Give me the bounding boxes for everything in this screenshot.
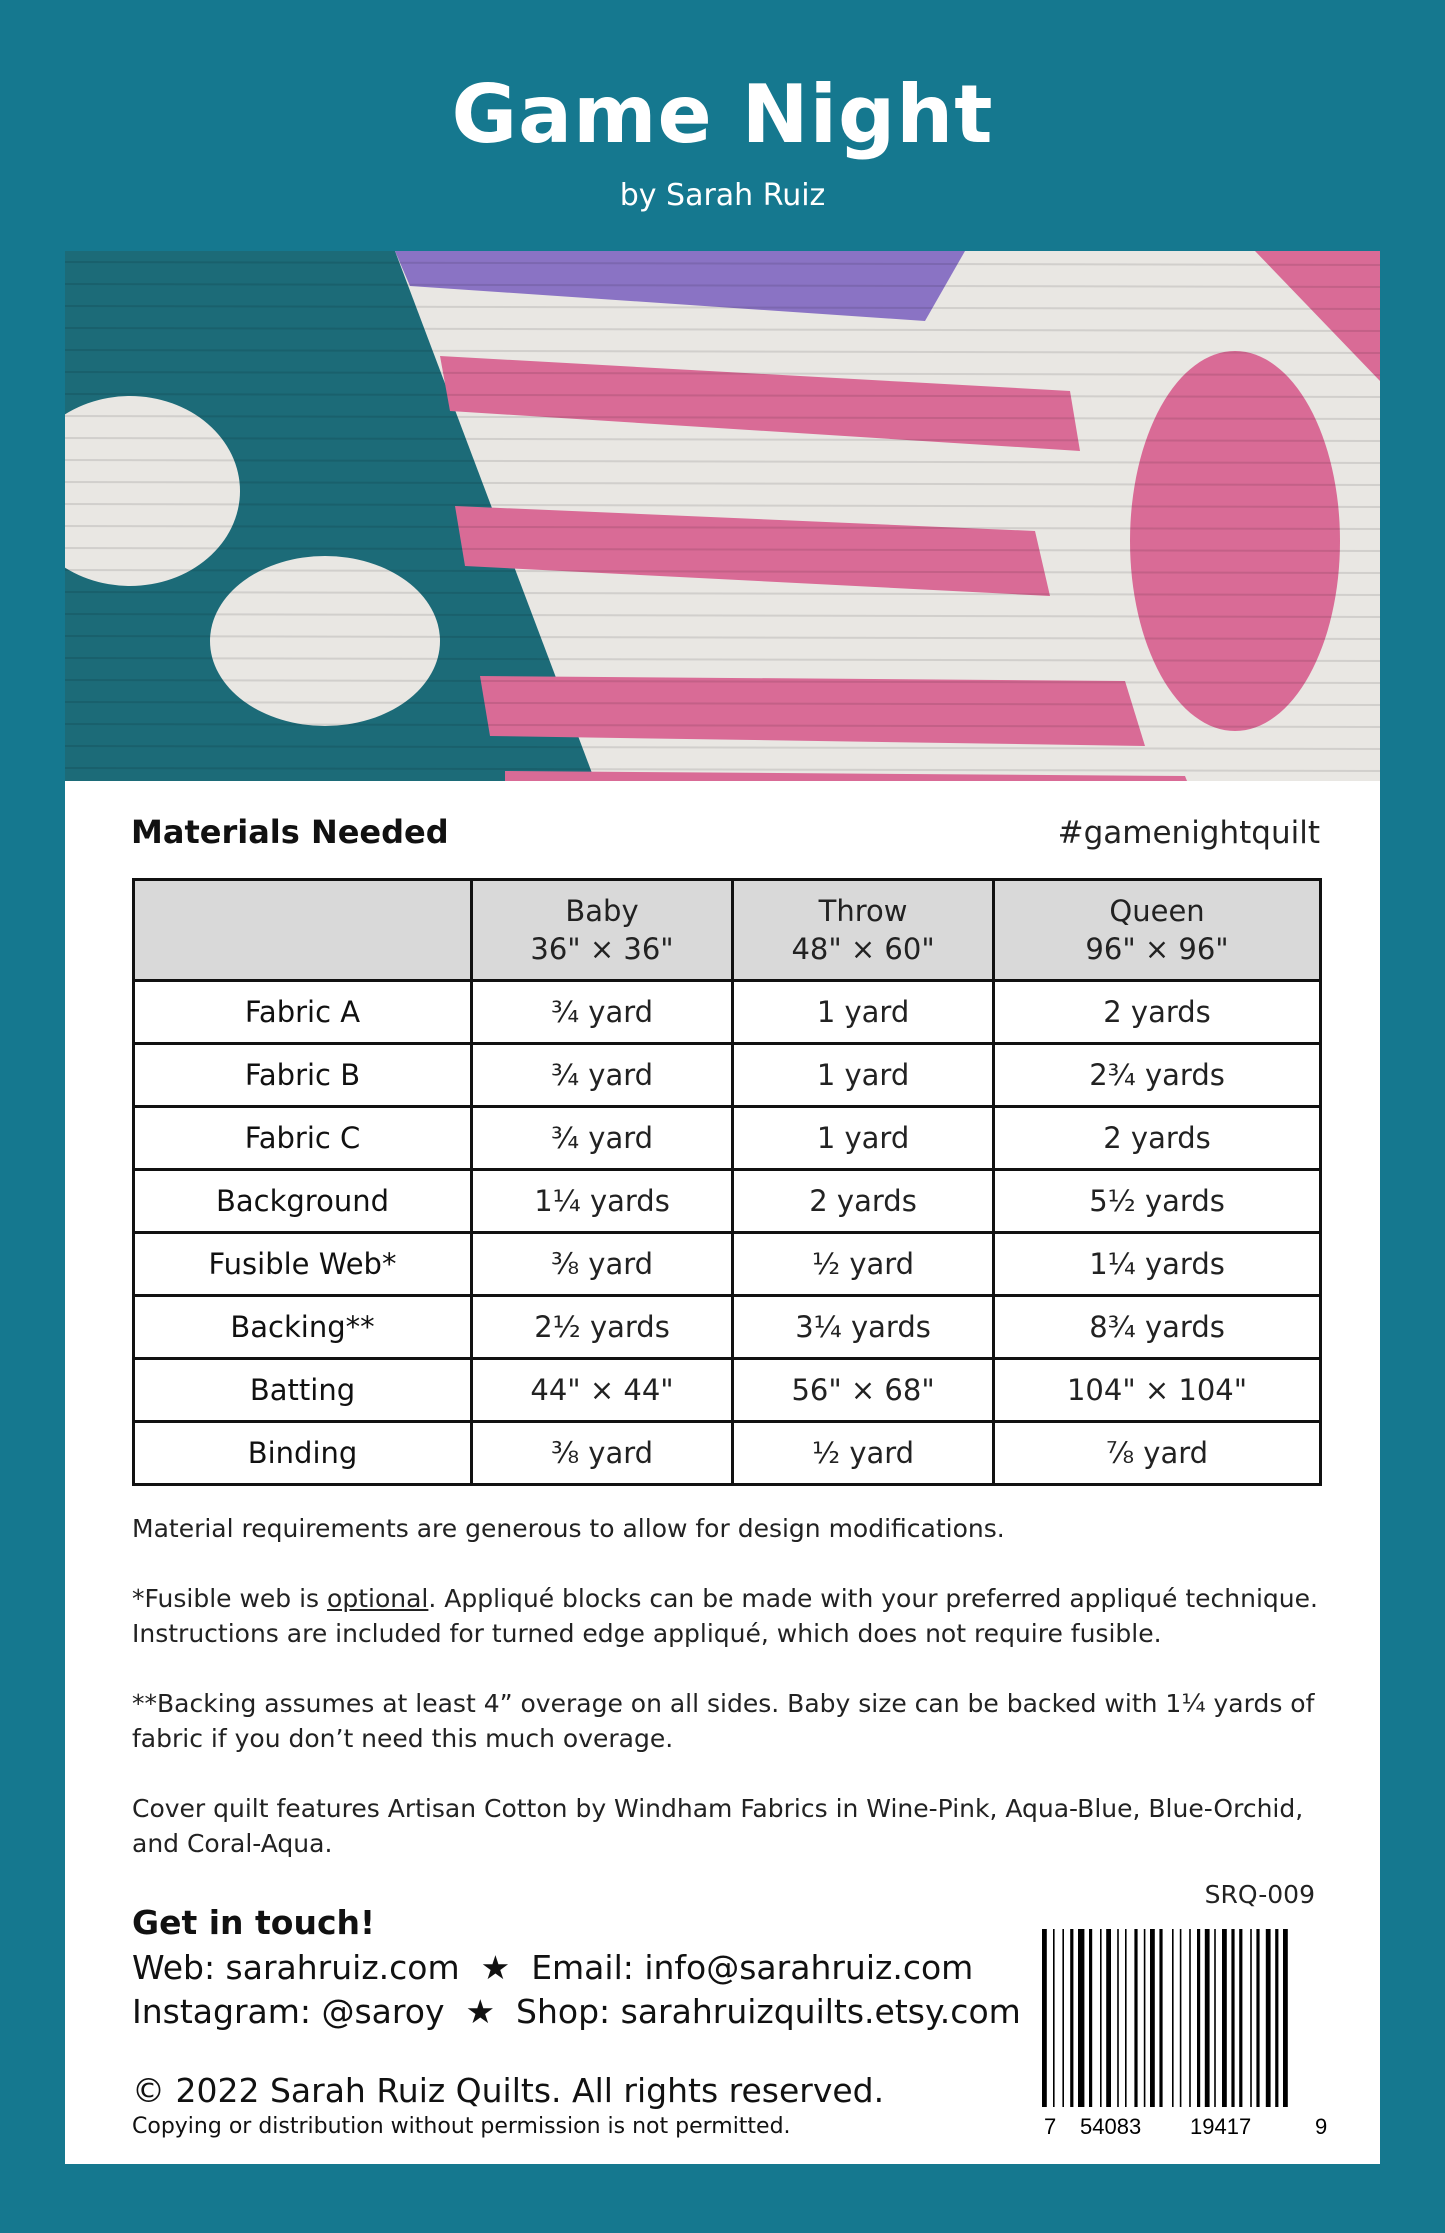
barcode-bar [1172,1929,1174,2121]
table-corner-cell [134,880,472,981]
note-generous: Material requirements are generous to allow for design modifications. [132,1514,1005,1543]
table-cell: 2¾ yards [994,1044,1321,1107]
star-icon: ★ [480,1948,511,1987]
barcode-digit: 54083 [1080,2114,1142,2139]
table-row [134,1422,1321,1485]
barcode-bar [1089,1929,1092,2121]
row-label: Background [134,1170,472,1233]
barcode-bar [1222,1929,1227,2121]
quilt-photo [65,251,1380,781]
column-header: Queen 96" × 96" [994,880,1321,981]
barcode-bar [1125,1929,1127,2121]
barcode-bar [1197,1929,1200,2121]
materials-table [132,878,1322,1486]
table-cell: ¾ yard [472,981,733,1044]
barcode-bar [1275,1929,1278,2121]
note-backing: **Backing assumes at least 4” overage on all sides. Baby size can be backed with 1¼ yards of fabric if you don’t need this much overage. [132,1689,1315,1753]
contact-line [132,1990,1021,2034]
table-cell: 2 yards [733,1170,994,1233]
column-header: Throw 48" × 60" [733,880,994,981]
table-cell: 56" × 68" [733,1359,994,1422]
barcode-bar [1283,1929,1288,2121]
row-label: Fabric A [134,981,472,1044]
table-cell: 1 yard [733,1107,994,1170]
barcode-bar [1134,1929,1137,2121]
star-icon: ★ [465,1992,496,2031]
note-fusible: *Fusible web is optional. Appliqué blocks can be made with your preferred appliqué technique. Instructions are included for turned edge appliqué, which does not require fusible. [132,1584,1318,1648]
table-row [134,1044,1321,1107]
table-cell: 1¼ yards [994,1233,1321,1296]
barcode-bar [1144,1929,1146,2121]
row-label: Fabric C [134,1107,472,1170]
barcode-bar [1100,1929,1102,2121]
column-header: Baby 36" × 36" [472,880,733,981]
table-cell: 8¾ yards [994,1296,1321,1359]
barcode-bar [1231,1929,1234,2121]
row-label: Backing** [134,1296,472,1359]
barcode-bar [1159,1929,1162,2121]
table-row [134,1107,1321,1170]
copyright-notice: Copying or distribution without permission is not permitted. [132,2114,791,2139]
table-cell: 2½ yards [472,1296,733,1359]
author-byline: by Sarah Ruiz [619,178,826,213]
barcode-bar [1070,1929,1073,2121]
copyright-line: © 2022 Sarah Ruiz Quilts. All rights reserved. [132,2071,885,2110]
notes [132,1511,1332,1896]
barcode-bar [1062,1929,1064,2121]
materials-heading: Materials Needed [131,813,449,851]
row-label: Batting [134,1359,472,1422]
web-link[interactable]: Web: sarahruiz.com [132,1948,460,1987]
barcode-bar [1205,1929,1210,2121]
barcode-digit: 19417 [1190,2114,1252,2139]
barcode-bar [1106,1929,1111,2121]
table-cell: 2 yards [994,981,1321,1044]
materials-card [65,781,1380,2164]
table-row [134,1359,1321,1422]
table-cell: 1 yard [733,981,994,1044]
table-cell: ⅞ yard [994,1422,1321,1485]
product-code: SRQ-009 [1204,1880,1315,1909]
table-cell: 44" × 44" [472,1359,733,1422]
barcode-bar [1053,1929,1055,2121]
row-label: Binding [134,1422,472,1485]
table-cell: 1¼ yards [472,1170,733,1233]
table-cell: ⅜ yard [472,1233,733,1296]
barcode-bar [1042,1929,1047,2121]
note-fabrics: Cover quilt features Artisan Cotton by Windham Fabrics in Wine-Pink, Aqua-Blue, Blue-Orchid, and Coral-Aqua. [132,1794,1304,1858]
table-cell: 2 yards [994,1107,1321,1170]
barcode-icon [1040,1929,1330,2139]
table-cell: 3¼ yards [733,1296,994,1359]
hashtag: #gamenightquilt [1057,815,1320,851]
email-link[interactable]: Email: info@sarahruiz.com [531,1948,974,1987]
shop-link[interactable]: Shop: sarahruizquilts.etsy.com [516,1992,1021,2031]
table-cell: ⅜ yard [472,1422,733,1485]
table-row [134,1170,1321,1233]
table-cell: ½ yard [733,1422,994,1485]
barcode-bar [1078,1929,1084,2121]
contact-line [132,1946,1021,1990]
barcode-bar [1214,1929,1216,2121]
table-header-row [134,880,1321,981]
table-cell: ¾ yard [472,1044,733,1107]
instagram-link[interactable]: Instagram: @saroy [132,1992,445,2031]
barcode-bar [1117,1929,1119,2121]
table-row [134,981,1321,1044]
barcode-digit: 7 [1044,2114,1057,2139]
quilt-illustration [65,251,1380,781]
table-cell: ½ yard [733,1233,994,1296]
copyright-block [132,2071,884,2139]
table-row [134,1233,1321,1296]
table-cell: 1 yard [733,1044,994,1107]
barcode-bar [1189,1929,1191,2121]
barcode-bar [1180,1929,1182,2121]
barcode-digit: 9 [1315,2114,1328,2139]
barcode-bar [1256,1929,1259,2121]
barcode-bar [1239,1929,1242,2121]
table-cell: 104" × 104" [994,1359,1321,1422]
contact-heading: Get in touch! [132,1903,376,1942]
contact-block [132,1903,1021,2034]
row-label: Fusible Web* [134,1233,472,1296]
table-row [134,1296,1321,1359]
table-cell: ¾ yard [472,1107,733,1170]
barcode-bar [1266,1929,1271,2121]
barcode-bar [1250,1929,1252,2121]
table-cell: 5½ yards [994,1170,1321,1233]
barcode-bar [1150,1929,1155,2121]
row-label: Fabric B [134,1044,472,1107]
page-title: Game Night [451,68,994,161]
